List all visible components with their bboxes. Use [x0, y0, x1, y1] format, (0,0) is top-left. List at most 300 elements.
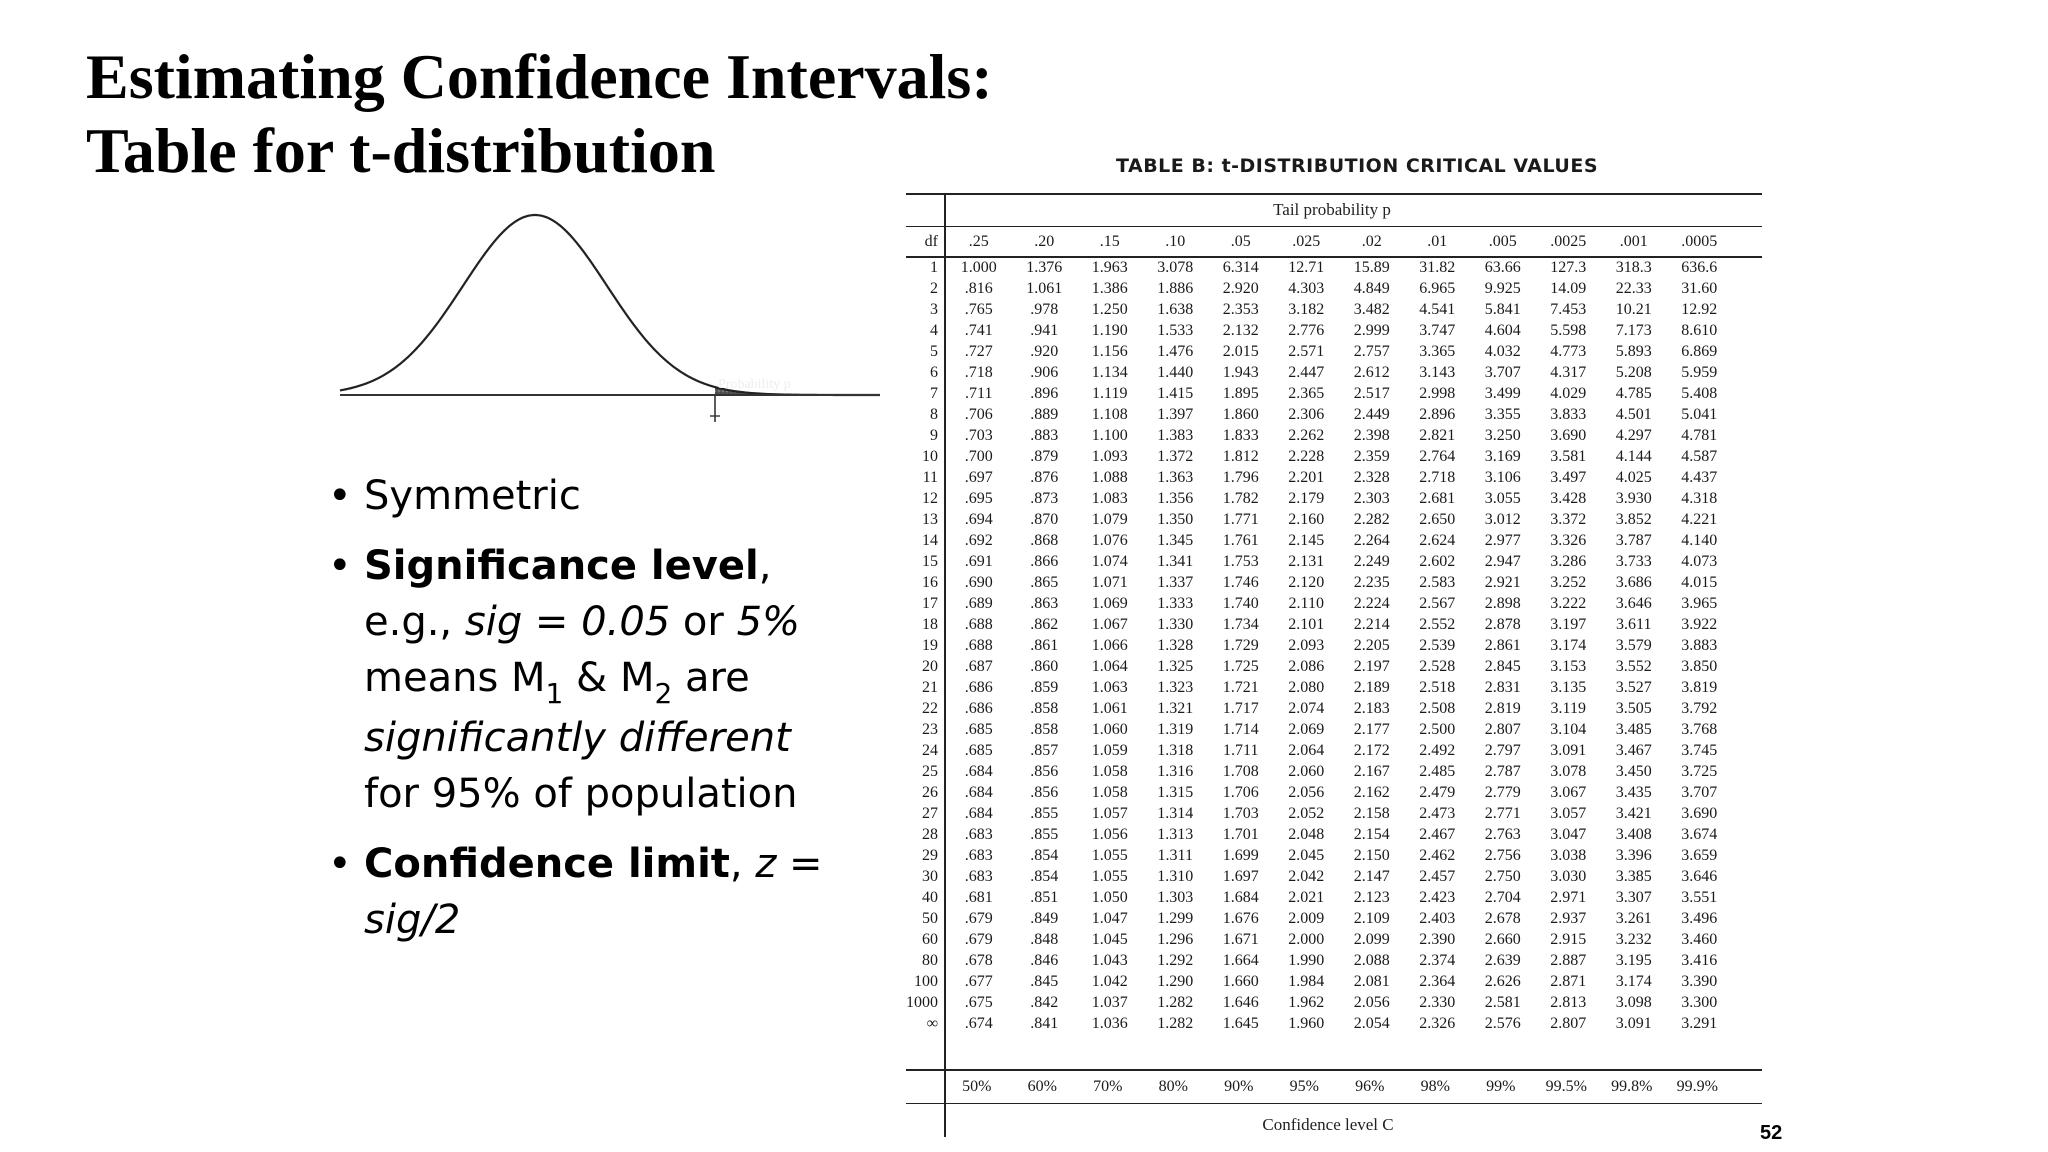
critical-value-cell: 1.282 [1157, 994, 1194, 1011]
critical-value-cell: 2.467 [1419, 826, 1456, 843]
critical-value-cell: 3.707 [1484, 364, 1521, 381]
table-row [906, 740, 1732, 761]
critical-value-cell: 1.684 [1222, 889, 1259, 906]
critical-value-cell: 2.861 [1484, 637, 1521, 654]
critical-value-cell: 2.069 [1288, 721, 1325, 738]
critical-value-cell: 4.303 [1288, 280, 1325, 297]
critical-value-cell: 1.296 [1157, 931, 1194, 948]
critical-value-cell: 1.337 [1157, 574, 1194, 591]
critical-value-cell: .876 [1030, 469, 1059, 486]
table-row [906, 320, 1732, 341]
critical-value-cell: 1.714 [1222, 721, 1259, 738]
critical-value-cell: 3.250 [1484, 427, 1521, 444]
critical-value-cell: .855 [1030, 805, 1059, 822]
table-row [906, 656, 1732, 677]
df-cell: 16 [922, 574, 938, 591]
critical-value-cell: 1.886 [1157, 280, 1194, 297]
critical-value-cell: 1.645 [1222, 1015, 1259, 1032]
critical-value-cell: 1.397 [1157, 406, 1194, 423]
df-cell: 17 [922, 595, 938, 612]
critical-value-cell: 2.971 [1550, 889, 1587, 906]
critical-value-cell: 3.300 [1681, 994, 1718, 1011]
critical-value-cell: 3.047 [1550, 826, 1587, 843]
critical-value-cell: 4.849 [1353, 280, 1390, 297]
critical-value-cell: 1.699 [1222, 847, 1259, 864]
df-cell: 6 [930, 364, 938, 381]
critical-value-cell: 2.183 [1353, 700, 1390, 717]
critical-value-cell: 1.356 [1157, 490, 1194, 507]
critical-value-cell: 2.813 [1550, 994, 1587, 1011]
critical-value-cell: .863 [1030, 595, 1059, 612]
critical-value-cell: 2.583 [1419, 574, 1456, 591]
critical-value-cell: 1.250 [1091, 301, 1128, 318]
table-row [906, 803, 1732, 824]
critical-value-cell: 2.581 [1484, 994, 1521, 1011]
critical-value-cell: 1.319 [1157, 721, 1194, 738]
critical-value-cell: 1.061 [1026, 280, 1063, 297]
critical-value-cell: 2.064 [1288, 742, 1325, 759]
critical-value-cell: 2.131 [1288, 553, 1325, 570]
critical-value-cell: 1.134 [1091, 364, 1128, 381]
df-cell: 7 [930, 385, 938, 402]
critical-value-cell: 3.467 [1615, 742, 1652, 759]
df-cell: 11 [922, 469, 938, 486]
df-cell: 8 [930, 406, 938, 423]
critical-value-cell: 5.959 [1681, 364, 1718, 381]
critical-value-cell: 3.646 [1615, 595, 1652, 612]
df-cell: 80 [922, 952, 938, 969]
critical-value-cell: .846 [1030, 952, 1059, 969]
critical-value-cell: .695 [964, 490, 993, 507]
critical-value-cell: .941 [1030, 322, 1059, 339]
critical-value-cell: .688 [964, 637, 993, 654]
critical-value-cell: 5.408 [1681, 385, 1718, 402]
critical-value-cell: 4.032 [1484, 343, 1521, 360]
critical-value-cell: 4.025 [1615, 469, 1652, 486]
critical-value-cell: .692 [964, 532, 993, 549]
critical-value-cell: 3.222 [1550, 595, 1587, 612]
critical-value-cell: 3.106 [1484, 469, 1521, 486]
critical-value-cell: 1.043 [1091, 952, 1128, 969]
critical-value-cell: .679 [964, 931, 993, 948]
tail-probability-header-row [906, 227, 1732, 257]
tail-prob-header: .05 [1230, 233, 1251, 250]
critical-value-cell: 2.887 [1550, 952, 1587, 969]
critical-value-cell: 1.303 [1157, 889, 1194, 906]
critical-value-cell: 1.328 [1157, 637, 1194, 654]
critical-value-cell: 2.045 [1288, 847, 1325, 864]
table-row [906, 761, 1732, 782]
critical-value-cell: 2.998 [1419, 385, 1456, 402]
confidence-level-cell: 80% [1158, 1078, 1188, 1095]
table-row [906, 908, 1732, 929]
critical-value-cell: 2.479 [1419, 784, 1456, 801]
critical-value-cell: .683 [964, 868, 993, 885]
table-conf-rule [906, 1103, 1762, 1104]
critical-value-cell: .683 [964, 847, 993, 864]
critical-value-cell: 3.792 [1681, 700, 1718, 717]
critical-value-cell: 1.290 [1157, 973, 1194, 990]
critical-value-cell: 1.066 [1091, 637, 1128, 654]
critical-value-cell: 1.313 [1157, 826, 1194, 843]
bullet-symmetric: • Symmetric [320, 468, 840, 524]
critical-value-cell: 2.147 [1353, 868, 1390, 885]
critical-value-cell: 3.611 [1616, 616, 1652, 633]
slide-title [86, 40, 1186, 188]
critical-value-cell: 31.82 [1419, 259, 1456, 276]
critical-value-cell: 636.6 [1681, 259, 1718, 276]
critical-value-cell: 1.292 [1157, 952, 1194, 969]
page-number: 52 [1760, 1122, 1783, 1144]
critical-value-cell: 3.135 [1550, 679, 1587, 696]
critical-value-cell: 1.037 [1091, 994, 1128, 1011]
critical-value-cell: .688 [964, 616, 993, 633]
critical-value-cell: 2.197 [1353, 658, 1390, 675]
critical-value-cell: 2.473 [1419, 805, 1456, 822]
critical-value-cell: 3.659 [1681, 847, 1718, 864]
critical-value-cell: 1.671 [1222, 931, 1259, 948]
critical-value-cell: .858 [1030, 721, 1059, 738]
critical-value-cell: 4.140 [1681, 532, 1718, 549]
critical-value-cell: 2.109 [1353, 910, 1390, 927]
table-row [906, 488, 1732, 509]
critical-value-cell: 3.674 [1681, 826, 1718, 843]
critical-value-cell: 2.787 [1484, 763, 1521, 780]
critical-value-cell: .848 [1030, 931, 1059, 948]
critical-value-cell: 1.746 [1222, 574, 1259, 591]
table-row [906, 845, 1732, 866]
critical-value-cell: 3.153 [1550, 658, 1587, 675]
critical-value-cell: .879 [1030, 448, 1059, 465]
critical-value-cell: 2.639 [1484, 952, 1521, 969]
critical-value-cell: 3.686 [1615, 574, 1652, 591]
critical-value-cell: .674 [964, 1015, 993, 1032]
critical-value-cell: .906 [1030, 364, 1059, 381]
critical-value-cell: 1.088 [1091, 469, 1128, 486]
table-row [906, 614, 1732, 635]
critical-value-cell: 1.045 [1091, 931, 1128, 948]
critical-value-cell: 1.330 [1157, 616, 1194, 633]
table-row [906, 866, 1732, 887]
critical-value-cell: 3.965 [1681, 595, 1718, 612]
critical-value-cell: 2.462 [1419, 847, 1456, 864]
critical-value-cell: 3.922 [1681, 616, 1718, 633]
critical-value-cell: .866 [1030, 553, 1059, 570]
critical-value-cell: 1.318 [1157, 742, 1194, 759]
critical-value-cell: 2.262 [1288, 427, 1325, 444]
table-row [906, 719, 1732, 740]
critical-value-cell: 318.3 [1615, 259, 1652, 276]
critical-value-cell: .861 [1030, 637, 1059, 654]
critical-value-cell: 2.571 [1288, 343, 1325, 360]
df-cell: 100 [914, 973, 938, 990]
critical-value-cell: 1.058 [1091, 763, 1128, 780]
df-cell: 22 [922, 700, 938, 717]
critical-value-cell: 2.517 [1353, 385, 1390, 402]
critical-value-cell: 2.819 [1484, 700, 1521, 717]
critical-value-cell: 2.398 [1353, 427, 1390, 444]
critical-value-cell: 3.396 [1615, 847, 1652, 864]
critical-value-cell: 3.768 [1681, 721, 1718, 738]
df-cell: 13 [922, 511, 938, 528]
table-row [906, 341, 1732, 362]
critical-value-cell: 2.831 [1484, 679, 1521, 696]
critical-value-cell: 3.707 [1681, 784, 1718, 801]
critical-value-cell: .711 [965, 385, 993, 402]
critical-value-cell: 3.496 [1681, 910, 1718, 927]
critical-value-cell: 2.353 [1222, 301, 1259, 318]
critical-value-cell: 3.143 [1419, 364, 1456, 381]
critical-value-cell: 1.074 [1091, 553, 1128, 570]
table-row [906, 446, 1732, 467]
critical-value-cell: 3.078 [1157, 259, 1194, 276]
confidence-level-cell: 99.5% [1545, 1078, 1587, 1095]
critical-value-cell: 4.029 [1550, 385, 1587, 402]
critical-value-cell: .978 [1030, 301, 1059, 318]
critical-value-cell: 3.326 [1550, 532, 1587, 549]
critical-value-cell: 3.307 [1615, 889, 1652, 906]
table-row [906, 530, 1732, 551]
critical-value-cell: 5.841 [1484, 301, 1521, 318]
critical-value-cell: 5.598 [1550, 322, 1587, 339]
critical-value-cell: 3.819 [1681, 679, 1718, 696]
critical-value-cell: 3.850 [1681, 658, 1718, 675]
critical-value-cell: 3.098 [1615, 994, 1652, 1011]
critical-value-cell: 3.733 [1615, 553, 1652, 570]
critical-value-cell: 3.690 [1681, 805, 1718, 822]
critical-value-cell: 2.845 [1484, 658, 1521, 675]
table-row [906, 362, 1732, 383]
critical-value-cell: 3.030 [1550, 868, 1587, 885]
critical-value-cell: 10.21 [1615, 301, 1652, 318]
critical-value-cell: 2.330 [1419, 994, 1456, 1011]
critical-value-cell: .690 [964, 574, 993, 591]
critical-value-cell: 2.650 [1419, 511, 1456, 528]
critical-value-cell: 1.734 [1222, 616, 1259, 633]
table-row [906, 425, 1732, 446]
critical-value-cell: 3.261 [1615, 910, 1652, 927]
confidence-level-row [906, 1075, 1730, 1099]
tail-prob-header: .20 [1034, 233, 1055, 250]
critical-value-cell: 2.088 [1353, 952, 1390, 969]
critical-value-cell: .854 [1030, 868, 1059, 885]
table-row [906, 299, 1732, 320]
critical-value-cell: .675 [964, 994, 993, 1011]
critical-value-cell: 3.581 [1550, 448, 1587, 465]
distribution-curve-figure [330, 190, 890, 430]
critical-value-cell: 7.453 [1550, 301, 1587, 318]
critical-value-cell: .684 [964, 763, 993, 780]
df-cell: 25 [922, 763, 938, 780]
df-cell: 5 [930, 343, 938, 360]
critical-value-cell: 6.965 [1419, 280, 1456, 297]
critical-value-cell: 2.771 [1484, 805, 1521, 822]
critical-value-cell: .858 [1030, 700, 1059, 717]
df-cell: 14 [922, 532, 938, 549]
critical-value-cell: .727 [964, 343, 993, 360]
critical-value-cell: 3.104 [1550, 721, 1587, 738]
critical-value-cell: 1.376 [1026, 259, 1063, 276]
critical-value-cell: 1.056 [1091, 826, 1128, 843]
confidence-level-cell: 60% [1027, 1078, 1057, 1095]
critical-value-cell: 4.317 [1550, 364, 1587, 381]
critical-value-cell: 2.999 [1353, 322, 1390, 339]
critical-value-cell: 2.167 [1353, 763, 1390, 780]
df-cell: 18 [922, 616, 938, 633]
critical-value-cell: 2.235 [1353, 574, 1390, 591]
critical-value-cell: .677 [964, 973, 993, 990]
table-top-rule [906, 193, 1762, 195]
critical-value-cell: 2.132 [1222, 322, 1259, 339]
critical-value-cell: 2.154 [1353, 826, 1390, 843]
table-row [906, 572, 1732, 593]
critical-value-cell: 2.915 [1550, 931, 1587, 948]
tail-prob-header: .01 [1427, 233, 1448, 250]
df-cell: 30 [922, 868, 938, 885]
critical-value-cell: 2.359 [1353, 448, 1390, 465]
critical-value-cell: .700 [964, 448, 993, 465]
critical-value-cell: 2.776 [1288, 322, 1325, 339]
table-row [906, 404, 1732, 425]
critical-value-cell: 2.821 [1419, 427, 1456, 444]
critical-value-cell: 1.363 [1157, 469, 1194, 486]
critical-value-cell: 2.896 [1419, 406, 1456, 423]
critical-value-cell: .873 [1030, 490, 1059, 507]
critical-value-cell: 2.054 [1353, 1015, 1390, 1032]
critical-value-cell: 3.174 [1550, 637, 1587, 654]
critical-value-cell: 4.781 [1681, 427, 1718, 444]
critical-value-cell: 1.069 [1091, 595, 1128, 612]
critical-value-cell: 1.315 [1157, 784, 1194, 801]
critical-value-cell: 2.328 [1353, 469, 1390, 486]
critical-value-cell: 1.076 [1091, 532, 1128, 549]
critical-value-cell: 12.71 [1288, 259, 1325, 276]
critical-value-cell: 1.341 [1157, 553, 1194, 570]
critical-value-cell: 2.757 [1353, 343, 1390, 360]
critical-value-cell: 3.091 [1615, 1015, 1652, 1032]
critical-value-cell: 3.485 [1615, 721, 1652, 738]
confidence-level-cell: 50% [962, 1078, 992, 1095]
critical-value-cell: 3.355 [1484, 406, 1521, 423]
df-cell: 4 [930, 322, 938, 339]
critical-value-cell: 4.501 [1615, 406, 1652, 423]
critical-value-cell: 1.050 [1091, 889, 1128, 906]
critical-value-cell: 2.718 [1419, 469, 1456, 486]
critical-value-cell: 1.055 [1091, 868, 1128, 885]
df-cell: 3 [930, 301, 938, 318]
critical-value-cell: .686 [964, 679, 993, 696]
critical-value-cell: .889 [1030, 406, 1059, 423]
critical-value-cell: 2.403 [1419, 910, 1456, 927]
critical-value-cell: 2.120 [1288, 574, 1325, 591]
critical-value-cell: 4.073 [1681, 553, 1718, 570]
critical-value-cell: 2.920 [1222, 280, 1259, 297]
critical-value-cell: 3.833 [1550, 406, 1587, 423]
critical-value-cell: 1.812 [1222, 448, 1259, 465]
critical-value-cell: 2.576 [1484, 1015, 1521, 1032]
df-cell: 40 [922, 889, 938, 906]
df-cell: 10 [922, 448, 938, 465]
critical-value-cell: 2.492 [1419, 742, 1456, 759]
critical-value-cell: 2.764 [1419, 448, 1456, 465]
critical-value-cell: 2.552 [1419, 616, 1456, 633]
critical-value-cell: 1.057 [1091, 805, 1128, 822]
critical-value-cell: 2.779 [1484, 784, 1521, 801]
critical-value-cell: 2.624 [1419, 532, 1456, 549]
critical-value-cell: 3.078 [1550, 763, 1587, 780]
tail-prob-header: .0025 [1550, 233, 1587, 250]
table-row [906, 950, 1732, 971]
critical-value-cell: 6.869 [1681, 343, 1718, 360]
critical-value-cell: 2.898 [1484, 595, 1521, 612]
df-cell: 60 [922, 931, 938, 948]
critical-value-cell: 2.539 [1419, 637, 1456, 654]
critical-value-cell: 1.055 [1091, 847, 1128, 864]
critical-value-cell: .842 [1030, 994, 1059, 1011]
critical-value-cell: 2.042 [1288, 868, 1325, 885]
df-cell: 24 [922, 742, 938, 759]
t-table-body [906, 257, 1732, 1034]
critical-value-cell: 1.440 [1157, 364, 1194, 381]
critical-value-cell: 1.310 [1157, 868, 1194, 885]
tail-prob-header: .10 [1165, 233, 1186, 250]
critical-value-cell: 1.323 [1157, 679, 1194, 696]
critical-value-cell: 3.390 [1681, 973, 1718, 990]
critical-value-cell: 2.390 [1419, 931, 1456, 948]
critical-value-cell: 1.960 [1288, 1015, 1325, 1032]
critical-value-cell: 1.119 [1092, 385, 1128, 402]
critical-value-cell: 2.704 [1484, 889, 1521, 906]
critical-value-cell: .849 [1030, 910, 1059, 927]
bell-curve-line [340, 215, 880, 395]
critical-value-cell: .687 [964, 658, 993, 675]
critical-value-cell: 2.052 [1288, 805, 1325, 822]
critical-value-cell: .703 [964, 427, 993, 444]
critical-value-cell: 2.201 [1288, 469, 1325, 486]
critical-value-cell: 1.476 [1157, 343, 1194, 360]
df-cell: 19 [922, 637, 938, 654]
critical-value-cell: 2.145 [1288, 532, 1325, 549]
critical-value-cell: 22.33 [1615, 280, 1652, 297]
critical-value-cell: 2.660 [1484, 931, 1521, 948]
critical-value-cell: .856 [1030, 763, 1059, 780]
table-row [906, 635, 1732, 656]
critical-value-cell: 2.306 [1288, 406, 1325, 423]
critical-value-cell: 2.160 [1288, 511, 1325, 528]
critical-value-cell: 3.286 [1550, 553, 1587, 570]
critical-value-cell: 2.015 [1222, 343, 1259, 360]
confidence-level-cell: 99% [1486, 1078, 1516, 1095]
critical-value-cell: 2.224 [1353, 595, 1390, 612]
critical-value-cell: 2.080 [1288, 679, 1325, 696]
critical-value-cell: .678 [964, 952, 993, 969]
tail-prob-header: .0005 [1681, 233, 1718, 250]
critical-value-cell: 2.214 [1353, 616, 1390, 633]
table-row [906, 929, 1732, 950]
critical-value-cell: 2.099 [1353, 931, 1390, 948]
tail-prob-header: .15 [1099, 233, 1120, 250]
df-cell: 1000 [906, 994, 938, 1011]
critical-value-cell: 2.000 [1288, 931, 1325, 948]
critical-value-cell: 1.771 [1222, 511, 1259, 528]
critical-value-cell: 2.228 [1288, 448, 1325, 465]
tail-prob-header: .001 [1619, 233, 1648, 250]
critical-value-cell: 12.92 [1681, 301, 1718, 318]
distribution-curve-svg [330, 190, 890, 430]
critical-value-cell: 2.528 [1419, 658, 1456, 675]
df-cell: 29 [922, 847, 938, 864]
critical-value-cell: 1.047 [1091, 910, 1128, 927]
